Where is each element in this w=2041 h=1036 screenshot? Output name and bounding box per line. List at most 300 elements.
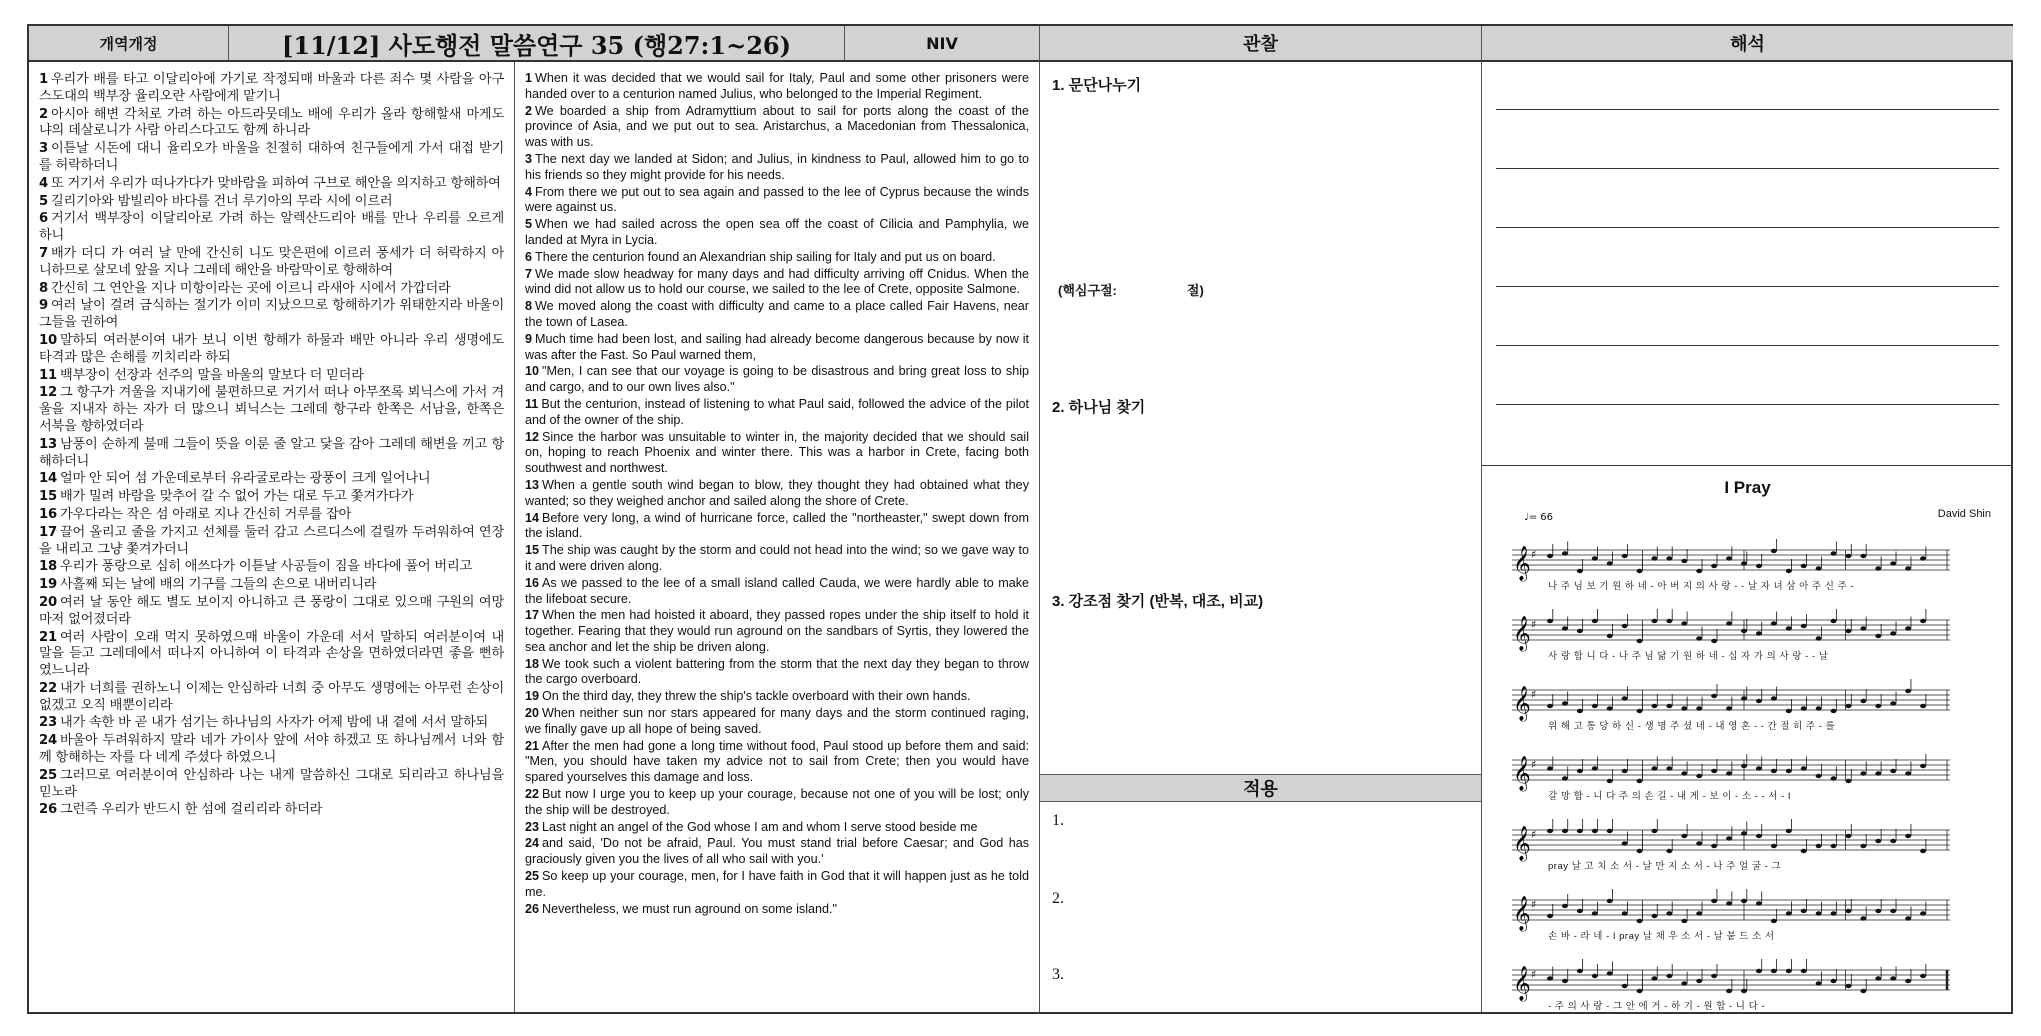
note-head [1547,554,1553,558]
verse-text: 말하되 여러분이여 내가 보니 이번 항해가 하물과 배만 아니라 우리 생명에도 타격과 많은 손해를 끼치리라 하되 [39,332,504,365]
verse-number: 4 [39,175,48,191]
verse-number: 8 [39,280,48,296]
verse [525,478,1029,510]
treble-clef-icon: 𝄞 [1513,546,1531,581]
note-head [1622,984,1628,988]
header-niv: NIV [845,26,1040,62]
verse [39,595,504,629]
note-head [1816,981,1822,985]
note-head [1845,834,1851,838]
note-head [1726,836,1732,840]
note-head [1651,914,1657,918]
note-head [1786,709,1792,713]
verse-number: 9 [525,331,533,346]
note-head [1786,969,1792,973]
note-head [1607,829,1613,833]
verse-text: As we passed to the lee of a small island called Cauda, we were hardly able to make the lifeboat secure. [525,575,1029,606]
note-head [1711,899,1717,903]
verse-number: 23 [39,715,57,731]
note-head [1875,634,1881,638]
lyrics-row: 갈 망 합 - 니 다 주 의 손 길 - 내 게 - 보 이 - 소 - - 서 - I [1548,791,1792,802]
note-head [1816,911,1822,915]
verse-text: The next day we landed at Sidon; and Julius, in kindness to Paul, allowed him to go to his friends so they might provide for his needs. [525,151,1029,182]
note-head [1696,706,1702,710]
verse-number: 7 [39,245,48,261]
verse [525,397,1029,429]
note-head [1860,626,1866,630]
writing-line[interactable] [1496,286,1999,287]
staff-line [1512,954,1950,1012]
verse-number: 18 [39,559,57,575]
application-header: 적용 [1040,774,1481,802]
writing-line[interactable] [1496,109,1999,110]
note-head [1696,636,1702,640]
verse [39,176,504,193]
lyrics-row: pray 날 고 치 소 서 - 날 만 지 소 서 - 나 주 얼 굴 - 그 [1548,861,1782,872]
note-head [1666,619,1672,623]
verse [39,333,504,367]
verse [39,246,504,280]
note-head [1756,564,1762,568]
verse-text: 그러므로 여러분이여 안심하라 나는 내게 말씀하신 그대로 되리라고 하나님을 믿노라 [39,767,504,800]
key-signature-icon: ♯ [1531,828,1537,841]
note-head [1890,909,1896,913]
verse [39,577,504,594]
verse-text: From there we put out to sea again and passed to the lee of Cyprus because the winds were against us. [525,184,1029,215]
verse-number: 23 [525,819,540,834]
note-head [1562,551,1568,555]
staff-line [1512,534,1950,596]
writing-line[interactable] [1496,227,1999,228]
note-head [1920,849,1926,853]
key-signature-icon: ♯ [1531,758,1537,771]
note-head [1547,704,1553,708]
note-head [1577,709,1583,713]
verse-number: 12 [39,385,57,401]
note-head [1577,769,1583,773]
note-head [1696,774,1702,778]
note-head [1756,766,1762,770]
note-head [1905,916,1911,920]
note-head [1607,561,1613,565]
verse [525,185,1029,217]
verse-text: We moved along the coast with difficulty and came to a place called Fair Havens, near the town of Lasea. [525,299,1029,329]
verse [525,576,1029,608]
note-head [1577,629,1583,633]
key-signature-icon: ♯ [1531,618,1537,631]
note-head [1681,919,1687,923]
note-head [1547,829,1553,833]
note-head [1607,706,1613,710]
verse [525,869,1029,901]
note-head [1845,704,1851,708]
note-head [1920,556,1926,560]
note-head [1786,769,1792,773]
verse [525,250,1029,266]
verse-number: 21 [39,629,57,645]
key-signature-icon: ♯ [1531,968,1537,981]
note-head [1920,704,1926,708]
note-head [1637,849,1643,853]
verse [525,902,1029,918]
verse-number: 24 [525,836,540,851]
verse [525,543,1029,575]
note-head [1801,564,1807,568]
note-head [1711,769,1717,773]
treble-clef-icon: 𝄞 [1513,616,1531,651]
verse-number: 16 [525,575,540,590]
note-head [1562,776,1568,780]
note-head [1562,829,1568,833]
song-title: I Pray [1724,478,1771,497]
verse-text: "Men, I can see that our voyage is going to be disastrous and bring great loss to ship and cargo, and to our own lives also." [525,364,1029,395]
note-head [1622,841,1628,845]
note-head [1845,984,1851,988]
note-head [1592,556,1598,560]
observation-paragraphs: 1. 문단나누기 [1052,77,1142,94]
lyrics-row: 사 랑 합 니 다 - 나 주 님 닮 기 원 하 네 - 십 자 가 의 사 랑 - - 날 [1548,651,1829,662]
note-head [1890,839,1896,843]
note-head [1607,634,1613,638]
verse-text: 거기서 백부장이 이달리아로 가려 하는 알렉산드리아 배를 만나 우리를 오르게 하니 [39,211,504,244]
verse-text: 얼마 안 되어 섬 가운데로부터 유라굴로라는 광풍이 크게 일어나니 [59,471,431,487]
verse-number: 19 [525,689,540,704]
note-head [1756,699,1762,703]
verse [39,368,504,385]
note-head [1711,974,1717,978]
verse [525,689,1029,705]
verse-text: 그 항구가 겨울을 지내기에 불편하므로 거기서 떠나 아무쪼록 뵈닉스에 가서 겨울을 지내자 하는 자가 더 많으니 뵈닉스는 그레데 항구라 한쪽은 서남을, 한쪽은 서북을 향하였더라 [39,385,504,434]
note-head [1890,561,1896,565]
verse-number: 9 [39,298,48,314]
verse [39,559,504,576]
note-head [1860,771,1866,775]
song-tempo: ♩= 66 [1524,512,1553,523]
verse-text: When we had sailed across the open sea off the coast of Cilicia and Pamphylia, we landed at Myra in Lycia. [525,217,1029,247]
verse-number: 3 [525,151,533,166]
note-head [1831,776,1837,780]
verse-text: After the men had gone a long time without food, Paul stood up before them and said: "Men, you should have taken my advice not to sail from Crete; then you would have spared yourselves this damage and loss. [525,738,1029,785]
verse [39,802,504,819]
note-head [1771,769,1777,773]
verse [39,525,504,559]
verse [39,507,504,524]
verse-text: On the third day, they threw the ship's tackle overboard with their own hands. [542,689,971,704]
note-head [1607,971,1613,975]
verse-number: 18 [525,656,540,671]
study-sheet [27,24,2013,1014]
lyrics-row: 나 주 님 보 기 원 하 네 - 아 버 지 의 사 랑 - - 날 자 녀 삼 아 주 신 주 - [1548,581,1855,592]
verse [525,104,1029,151]
verse [525,511,1029,543]
note-head [1860,844,1866,848]
verse [39,489,504,506]
note-head [1816,636,1822,640]
verse-number: 7 [525,266,533,281]
note-head [1651,704,1657,708]
note-head [1547,619,1553,623]
verse-number: 6 [525,249,533,264]
verse-number: 3 [39,141,48,157]
treble-clef-icon: 𝄞 [1513,686,1531,721]
verse-text: Much time had been lost, and sailing had already become dangerous because by now it was after the Fast. So Paul warned them, [525,331,1029,362]
niv-text-column [515,62,1040,1012]
note-head [1622,624,1628,628]
note-head [1786,911,1792,915]
note-head [1845,554,1851,558]
verse-number: 6 [39,211,48,227]
note-head [1681,621,1687,625]
verse-number: 17 [525,608,540,623]
note-head [1875,771,1881,775]
note-head [1696,979,1702,983]
verse-number: 10 [525,364,540,379]
verse [525,787,1029,819]
note-head [1786,829,1792,833]
header-korean-version: 개역개정 [29,26,229,62]
verse-text: 가우다라는 작은 섬 아래로 지나 간신히 거루를 잡아 [59,506,352,522]
verse [525,706,1029,738]
note-head [1756,901,1762,905]
verse-text: 여러 날 동안 해도 별도 보이지 아니하고 큰 풍랑이 그대로 있으매 구원의 여망마저 없어졌더라 [39,594,504,627]
note-head [1547,766,1553,770]
note-head [1651,976,1657,980]
note-head [1577,569,1583,573]
verse-number: 22 [525,787,540,802]
verse-text: 배가 밀려 바람을 맞추어 갈 수 없어 가는 대로 두고 쫓겨가다가 [59,489,414,505]
verse-text: 남풍이 순하게 불매 그들이 뜻을 이룬 줄 알고 닻을 감아 그레데 해변을 끼고 항해하더니 [39,436,504,469]
note-head [1651,619,1657,623]
verse-text: 우리가 배를 타고 이달리아에 가기로 작정되매 바울과 다른 죄수 몇 사람을 아구스도대의 백부장 율리오란 사람에게 맡기니 [39,72,504,104]
verse-text: 배가 더디 가 여러 날 만에 간신히 니도 맞은편에 이르러 풍세가 더 허락하지 아니하므로 살모네 앞을 지나 그레데 해안을 바람막이로 항해하여 [39,245,504,278]
lyrics-row: - 주 의 사 랑 - 그 안 에 거 - 하 기 - 원 합 - 니 다 - [1548,1001,1766,1012]
key-signature-icon: ♯ [1531,688,1537,701]
note-head [1890,701,1896,705]
note-head [1666,849,1672,853]
note-head [1905,626,1911,630]
verse [39,733,504,767]
note-head [1637,639,1643,643]
verse-number: 15 [39,489,57,505]
note-head [1637,989,1643,993]
verse-text: and said, 'Do not be afraid, Paul. You must stand trial before Caesar; and God has graciously given you the lives of all who sail with you.' [525,836,1029,867]
note-head [1816,706,1822,710]
verse-number: 20 [39,594,57,610]
note-head [1831,709,1837,713]
writing-line[interactable] [1496,345,1999,346]
note-head [1622,769,1628,773]
note-head [1816,844,1822,848]
note-head [1756,834,1762,838]
application-item-1[interactable]: 1. [1052,812,1064,829]
note-head [1547,976,1553,980]
note-head [1726,556,1732,560]
note-head [1577,969,1583,973]
verse-number: 20 [525,706,540,721]
verse-text: 여러 사람이 오래 먹지 못하였으매 바울이 가운데 서서 말하되 여러분이여 내 말을 듣고 그레데에서 떠나지 아니하여 이 타격과 손상을 면하였더라면 좋을 뻔하였느니라 [39,629,504,679]
note-head [1920,974,1926,978]
note-head [1771,549,1777,553]
verse-text: 또 거기서 우리가 떠나가다가 맞바람을 피하여 구브로 해안을 의지하고 항해하여 [50,175,501,191]
verse [39,768,504,802]
verse [39,681,504,715]
verse [39,107,504,141]
verse [525,608,1029,655]
writing-line[interactable] [1496,404,1999,405]
note-head [1666,766,1672,770]
note-head [1622,696,1628,700]
note-head [1726,901,1732,905]
note-head [1547,914,1553,918]
note-head [1905,834,1911,838]
note-head [1681,559,1687,563]
treble-clef-icon: 𝄞 [1513,756,1531,791]
note-head [1920,764,1926,768]
verse-number: 1 [39,72,48,87]
verse-number: 5 [39,193,48,209]
note-head [1726,989,1732,993]
verse-number: 13 [525,477,540,492]
lyrics-row: 손 바 - 라 네 - I pray 날 채 우 소 서 - 날 붙 드 소 서 [1548,931,1775,942]
note-head [1681,981,1687,985]
verse [525,739,1029,786]
note-head [1890,631,1896,635]
note-head [1801,624,1807,628]
observation-find-god: 2. 하나님 찾기 [1052,399,1146,416]
verse-number: 11 [525,396,539,411]
verse [525,430,1029,477]
verse [525,332,1029,364]
note-head [1711,694,1717,698]
key-verse-label: (핵심구절: [1058,283,1117,298]
note-head [1786,626,1792,630]
note-head [1592,766,1598,770]
note-head [1666,556,1672,560]
note-head [1562,701,1568,705]
verse [525,71,1029,103]
note-head [1637,709,1643,713]
note-head [1801,849,1807,853]
note-head [1905,771,1911,775]
note-head [1666,704,1672,708]
treble-clef-icon: 𝄞 [1513,966,1531,1001]
verse [39,211,504,245]
verse-number: 17 [39,524,57,540]
staff-line [1512,604,1950,666]
verse-number: 15 [525,543,540,558]
verse-number: 26 [39,802,57,818]
song-composer: David Shin [1937,508,1991,520]
application-item-3[interactable]: 3. [1052,966,1064,983]
note-head [1681,706,1687,710]
note-head [1875,839,1881,843]
staff-line [1512,884,1950,946]
verse-number: 25 [39,767,57,783]
verse-text: 아시아 해변 각처로 가려 하는 아드라뭇데노 배에 우리가 올라 항해할새 마게도냐의 데살로니가 사람 아리스다고도 함께 하니라 [39,106,504,139]
note-head [1831,911,1837,915]
staff-line [1512,744,1950,806]
key-verse-suffix: 절) [1186,283,1204,298]
verse-number: 1 [525,71,533,85]
key-verse-field[interactable] [1058,280,1204,299]
verse-number: 24 [39,733,57,749]
verse-text: Before very long, a wind of hurricane force, called the "northeaster," swept down from the island. [525,510,1029,541]
note-head [1651,829,1657,833]
writing-line[interactable] [1496,168,1999,169]
note-head [1831,619,1837,623]
verse [525,657,1029,689]
note-head [1607,779,1613,783]
staff-line [1512,814,1950,876]
note-head [1860,989,1866,993]
section-divider [1482,465,2013,466]
verse-number: 2 [39,106,48,122]
verse-text: So keep up your courage, men, for I have faith in God that it will happen just as he told me. [525,869,1029,899]
note-head [1816,566,1822,570]
verse-number: 5 [525,217,533,232]
verse-text: But now I urge you to keep up your courage, because not one of you will be lost; only the ship will be destroyed. [525,787,1029,817]
note-head [1726,771,1732,775]
note-head [1801,969,1807,973]
verse [39,141,504,175]
note-head [1607,899,1613,903]
observation-emphasis: 3. 강조점 찾기 (반복, 대조, 비교) [1052,593,1264,610]
verse-text: 우리가 풍랑으로 심히 애쓰다가 이튿날 사공들이 짐을 바다에 풀어 버리고 [59,559,473,575]
note-head [1905,979,1911,983]
note-head [1711,844,1717,848]
note-head [1696,911,1702,915]
note-head [1622,911,1628,915]
korean-verse-list [29,62,514,819]
verse-text: When it was decided that we would sail for Italy, Paul and some other prisoners were handed over to a centurion named Julius, who belonged to the Imperial Regiment. [525,71,1029,101]
verse-text: We made slow headway for many days and had difficulty arriving off Cnidus. When the wind did not allow us to hold our course, we sailed to the lee of Crete, opposite Salmone. [525,266,1029,297]
verse-number: 22 [39,680,57,696]
page-title: [11/12] 사도행전 말씀연구 35 (행27:1~26) [229,26,845,62]
note-head [1622,554,1628,558]
note-head [1920,619,1926,623]
note-head [1771,621,1777,625]
verse-text: 그런즉 우리가 반드시 한 섬에 걸리리라 하더라 [59,802,323,818]
note-head [1875,566,1881,570]
verse [39,298,504,332]
note-head [1637,779,1643,783]
verse [525,217,1029,249]
note-head [1860,916,1866,920]
note-head [1681,834,1687,838]
note-head [1801,766,1807,770]
verse-text: We took such a violent battering from the storm that the next day they began to throw the cargo overboard. [525,656,1029,687]
note-head [1860,554,1866,558]
note-head [1592,619,1598,623]
note-head [1637,569,1643,573]
verse-number: 21 [525,738,540,753]
verse [525,364,1029,396]
lyrics-row: 위 해 고 통 당 하 신 - 생 명 주 셨 네 - 내 영 혼 - - 간 절 히 주 - 를 [1548,721,1836,732]
note-head [1801,909,1807,913]
application-item-2[interactable]: 2. [1052,890,1064,907]
note-head [1905,689,1911,693]
verse-text: We boarded a ship from Adramyttium about to sail for ports along the coast of the province of Asia, and we put out to sea. Aristarchus, a Macedonian from Thessalonica, was with us. [525,103,1029,150]
note-head [1651,766,1657,770]
key-signature-icon: ♯ [1531,898,1537,911]
verse-text: 내가 속한 바 곧 내가 섬기는 하나님의 사자가 어제 밤에 내 곁에 서서 말하되 [59,715,489,731]
verse-text: 사흘째 되는 날에 배의 기구를 그들의 손으로 내버리니라 [59,577,377,593]
note-head [1592,704,1598,708]
verse-number: 16 [39,506,57,522]
verse-text: But the centurion, instead of listening to what Paul said, followed the advice of the pilot and of the owner of the ship. [525,396,1029,427]
note-head [1890,769,1896,773]
verse-text: Nevertheless, we must run aground on some island." [542,901,837,916]
